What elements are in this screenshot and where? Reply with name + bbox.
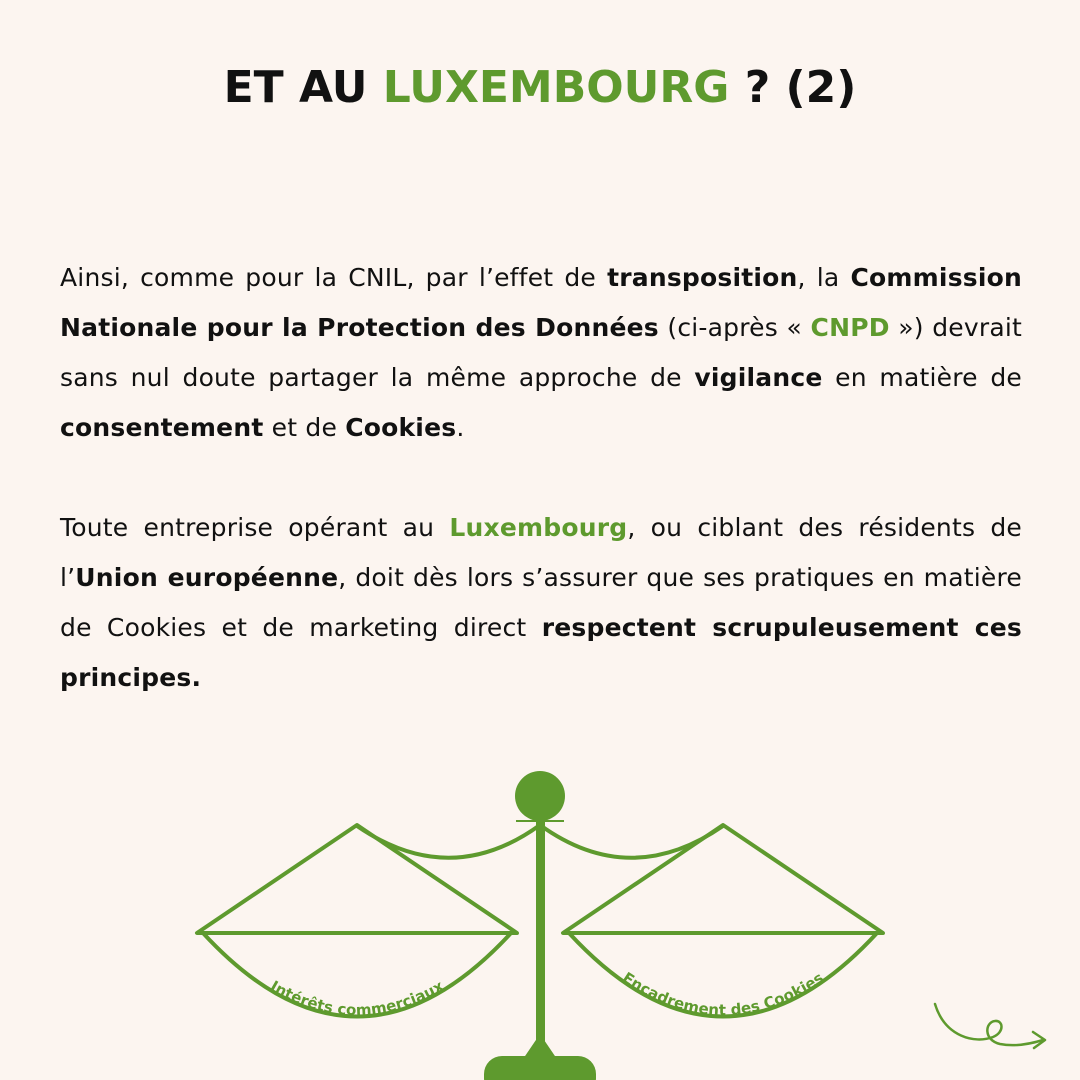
text-segment: (ci-après «	[658, 313, 811, 342]
scale-top-ball	[515, 771, 565, 821]
text-segment: , ou ciblant des résidents de l’	[60, 513, 1023, 592]
left-pan-label: Intérêts commerciaux	[267, 976, 447, 1020]
svg-text:Intérêts commerciaux	[267, 977, 447, 1019]
highlight-cnpd: CNPD	[810, 313, 890, 342]
scale-pole	[536, 812, 545, 1062]
text-segment: Toute entreprise opérant au	[60, 513, 450, 542]
text-segment: et de	[263, 413, 346, 442]
title-suffix: ? (2)	[729, 62, 857, 113]
page-title	[0, 62, 1080, 113]
left-triangle	[197, 825, 517, 933]
text-segment: ») devrait sans nul doute partager la même approche de	[60, 313, 1022, 392]
text-segment: .	[456, 413, 465, 442]
bold-union-europeenne: Union européenne	[75, 563, 339, 592]
paragraph-luxembourg	[60, 503, 1022, 703]
svg-text:Encadrement des Cookies	[619, 969, 827, 1019]
paragraph-cnpd	[60, 253, 1022, 453]
bold-cookies: Cookies	[345, 413, 457, 442]
text-segment: , doit dès lors s’assurer que ses pratiques en matière de Cookies et de marketing direct	[60, 563, 1022, 642]
bold-respectent: respectent scrupuleusement ces principes.	[60, 613, 1022, 692]
text-segment: , la	[797, 263, 851, 292]
right-triangle	[563, 825, 883, 933]
right-pan-label: Encadrement des Cookies	[619, 968, 827, 1020]
bold-commission-name: Commission Nationale pour la Protection des Données	[60, 263, 1022, 342]
balance-scale-icon	[0, 760, 1080, 1080]
text-segment: Ainsi, comme pour la CNIL, par l’effet de	[60, 263, 608, 292]
text-segment: en matière de	[822, 363, 1023, 392]
title-highlight: LUXEMBOURG	[382, 62, 730, 113]
bold-transposition: transposition	[607, 263, 798, 292]
title-prefix: ET AU	[223, 62, 383, 113]
curly-arrow-icon[interactable]	[925, 992, 1055, 1062]
bold-vigilance: vigilance	[694, 363, 823, 392]
highlight-luxembourg: Luxembourg	[449, 513, 628, 542]
bold-consentement: consentement	[60, 413, 264, 442]
scale-base	[484, 1056, 596, 1080]
